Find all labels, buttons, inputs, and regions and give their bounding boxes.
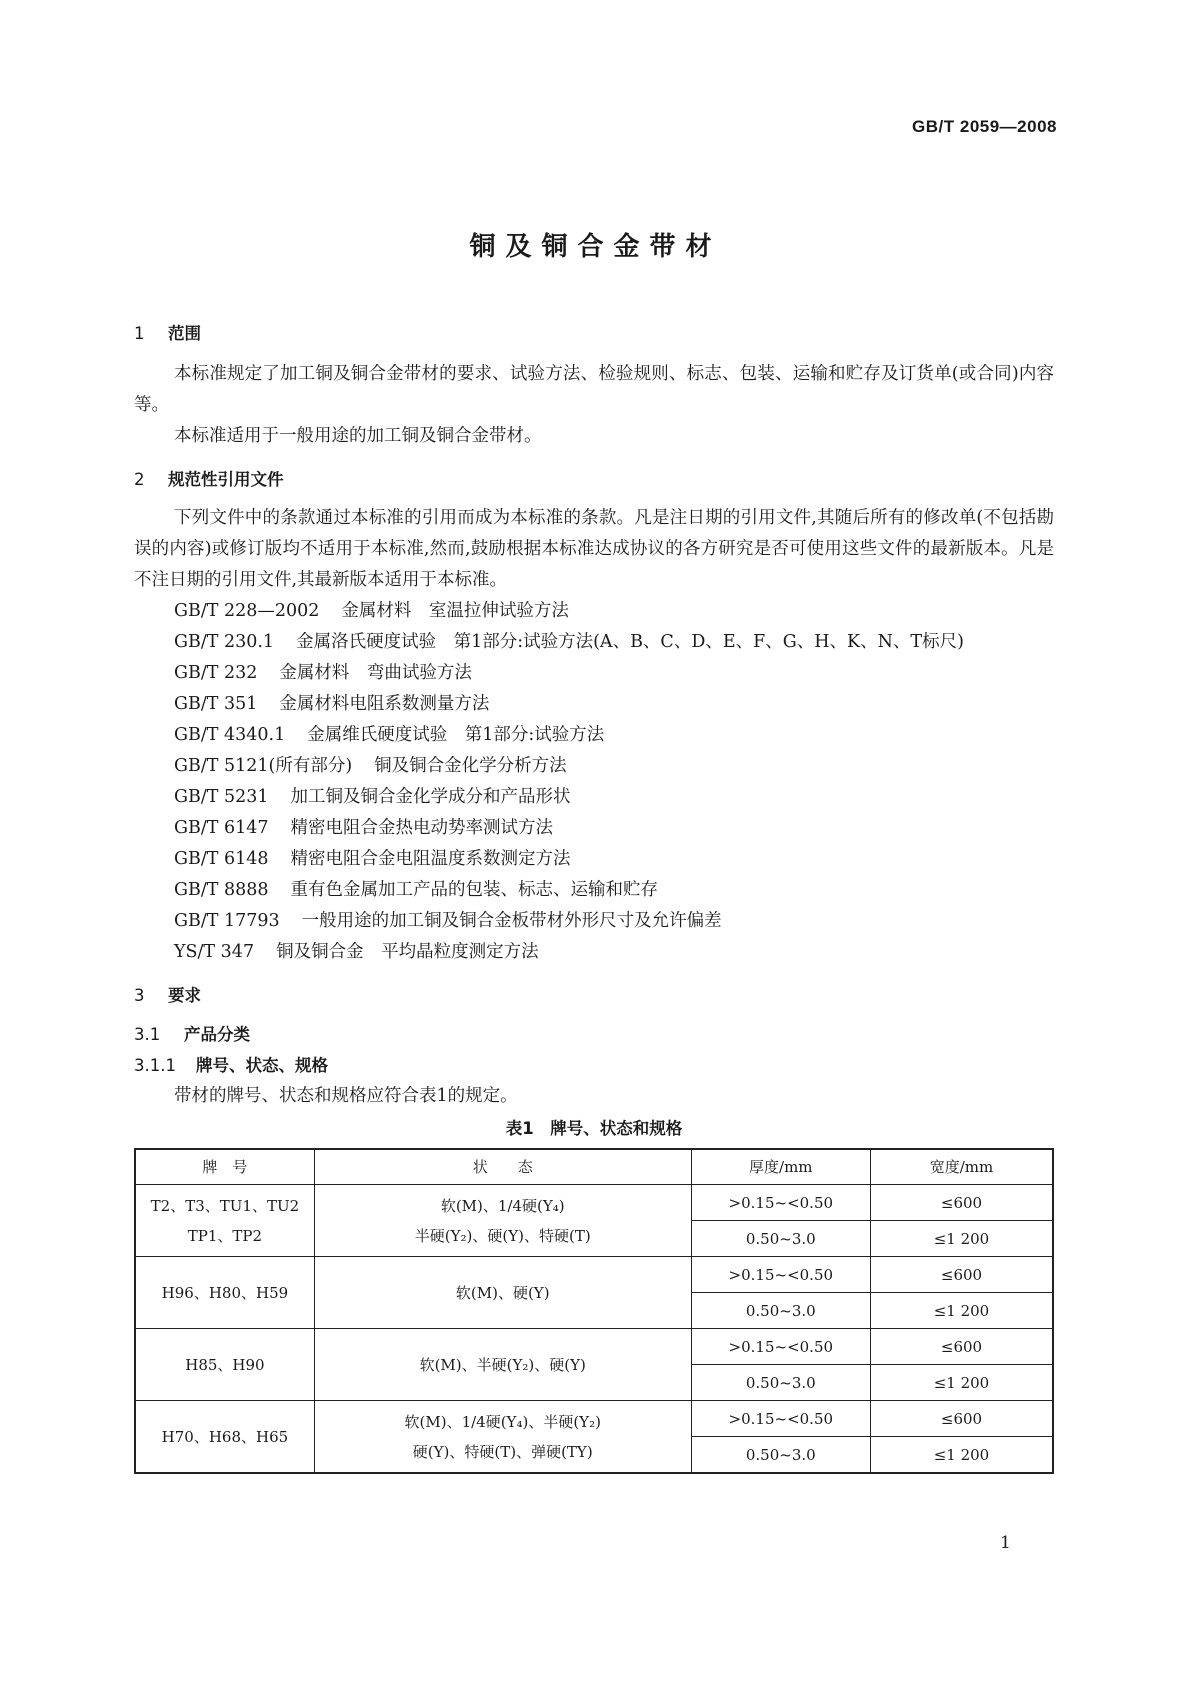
reference-title: 金属材料 弯曲试验方法 [279, 663, 472, 683]
reference-item [134, 813, 1054, 844]
state-line: 软(M)、1/4硬(Y₄)、半硬(Y₂) [404, 1412, 601, 1431]
state-cell [314, 1401, 691, 1474]
section-title: 范围 [168, 324, 201, 343]
section-title: 产品分类 [184, 1025, 250, 1044]
paragraph: 下列文件中的条款通过本标准的引用而成为本标准的条款。凡是注日期的引用文件,其随后所有的修改单(不包括勘误的内容)或修订版均不适用于本标准,然而,鼓励根据本标准达成协议的各方研究是否可使用这些文件的最新版本。凡是不注日期的引用文件,其最新版本适用于本标准。 [134, 508, 1054, 590]
reference-code: YS/T 347 [174, 942, 255, 962]
width-cell: ≤600 [870, 1329, 1053, 1365]
paragraph: 带材的牌号、状态和规格应符合表1的规定。 [174, 1086, 518, 1106]
reference-title: 金属材料 室温拉伸试验方法 [341, 601, 569, 621]
reference-item [134, 751, 1054, 782]
thickness-cell: 0.50~3.0 [691, 1293, 870, 1329]
section-1-heading [134, 318, 1054, 349]
document-body [134, 318, 1054, 1474]
reference-title: 铜及铜合金 平均晶粒度测定方法 [276, 942, 539, 962]
reference-title: 一般用途的加工铜及铜合金板带材外形尺寸及允许偏差 [301, 911, 722, 931]
reference-title: 金属维氏硬度试验 第1部分:试验方法 [307, 725, 605, 745]
section-number: 3.1.1 [134, 1056, 176, 1075]
section-number: 3.1 [134, 1025, 161, 1044]
section-number: 3 [134, 986, 145, 1005]
grade-line: H96、H80、H59 [161, 1283, 289, 1302]
reference-code: GB/T 5231 [174, 787, 269, 807]
width-cell: ≤1 200 [870, 1365, 1053, 1401]
reference-item [134, 720, 1054, 751]
section-title: 规范性引用文件 [168, 470, 284, 489]
reference-code: GB/T 17793 [174, 911, 280, 931]
reference-title: 精密电阻合金电阻温度系数测定方法 [290, 849, 571, 869]
table-row [135, 1257, 1053, 1293]
table-row [135, 1185, 1053, 1221]
state-cell [314, 1185, 691, 1257]
reference-item [134, 658, 1054, 689]
section-number: 2 [134, 470, 145, 489]
reference-item [134, 596, 1054, 627]
reference-code: GB/T 4340.1 [174, 725, 286, 745]
state-line: 硬(Y)、特硬(T)、弹硬(TY) [412, 1442, 593, 1461]
reference-title: 金属洛氏硬度试验 第1部分:试验方法(A、B、C、D、E、F、G、H、K、N、T标尺) [296, 632, 964, 652]
width-cell: ≤1 200 [870, 1437, 1053, 1474]
width-cell: ≤600 [870, 1185, 1053, 1221]
grade-cell [135, 1329, 314, 1401]
reference-title: 金属材料电阻系数测量方法 [279, 694, 490, 714]
section-title: 要求 [168, 986, 201, 1005]
thickness-cell: >0.15~<0.50 [691, 1257, 870, 1293]
state-line: 软(M)、硬(Y) [455, 1283, 550, 1302]
width-cell: ≤1 200 [870, 1293, 1053, 1329]
grade-line: H70、H68、H65 [161, 1427, 289, 1446]
reference-code: GB/T 6147 [174, 818, 269, 838]
reference-code: GB/T 8888 [174, 880, 269, 900]
thickness-cell: 0.50~3.0 [691, 1437, 870, 1474]
page-number: 1 [1000, 1533, 1011, 1553]
grade-line: T2、T3、TU1、TU2 [150, 1196, 300, 1215]
reference-code: GB/T 232 [174, 663, 258, 683]
grade-line: H85、H90 [185, 1355, 265, 1374]
grade-cell [135, 1185, 314, 1257]
column-header: 牌 号 [135, 1149, 314, 1185]
grade-cell [135, 1401, 314, 1474]
standard-code: GB/T 2059—2008 [912, 117, 1057, 136]
grade-cell [135, 1257, 314, 1329]
thickness-cell: >0.15~<0.50 [691, 1329, 870, 1365]
reference-item [134, 844, 1054, 875]
reference-code: GB/T 228—2002 [174, 601, 320, 621]
reference-item [134, 875, 1054, 906]
table-caption: 表1 牌号、状态和规格 [505, 1119, 683, 1138]
reference-item [134, 937, 1054, 968]
thickness-cell: >0.15~<0.50 [691, 1185, 870, 1221]
thickness-cell: >0.15~<0.50 [691, 1401, 870, 1437]
state-cell [314, 1257, 691, 1329]
thickness-cell: 0.50~3.0 [691, 1221, 870, 1257]
column-header: 宽度/mm [870, 1149, 1053, 1185]
table-row [135, 1401, 1053, 1437]
paragraph: 本标准规定了加工铜及铜合金带材的要求、试验方法、检验规则、标志、包装、运输和贮存及订货单(或合同)内容等。 [134, 364, 1054, 415]
thickness-cell: 0.50~3.0 [691, 1365, 870, 1401]
spec-table [134, 1148, 1054, 1474]
reference-code: GB/T 5121(所有部分) [174, 756, 353, 776]
reference-item [134, 627, 1054, 658]
width-cell: ≤600 [870, 1401, 1053, 1437]
section-title: 牌号、状态、规格 [196, 1056, 328, 1075]
column-header: 厚度/mm [691, 1149, 870, 1185]
reference-item [134, 689, 1054, 720]
reference-code: GB/T 230.1 [174, 632, 275, 652]
state-line: 半硬(Y₂)、硬(Y)、特硬(T) [414, 1226, 591, 1245]
reference-list [134, 596, 1054, 968]
table-header-row [135, 1149, 1053, 1185]
section-2-heading [134, 464, 1054, 495]
section-number: 1 [134, 324, 145, 343]
width-cell: ≤1 200 [870, 1221, 1053, 1257]
section-3-heading [134, 980, 1054, 1011]
subsection-3-1-heading [134, 1019, 1054, 1050]
subsection-3-1-1-heading [134, 1050, 1054, 1081]
width-cell: ≤600 [870, 1257, 1053, 1293]
reference-code: GB/T 6148 [174, 849, 269, 869]
table-row [135, 1329, 1053, 1365]
column-header: 状 态 [314, 1149, 691, 1185]
reference-title: 精密电阻合金热电动势率测试方法 [290, 818, 554, 838]
reference-item [134, 782, 1054, 813]
document-title: 铜及铜合金带材 [469, 232, 722, 262]
reference-title: 加工铜及铜合金化学成分和产品形状 [290, 787, 571, 807]
reference-title: 铜及铜合金化学分析方法 [374, 756, 567, 776]
paragraph: 本标准适用于一般用途的加工铜及铜合金带材。 [174, 426, 542, 446]
state-cell [314, 1329, 691, 1401]
state-line: 软(M)、1/4硬(Y₄) [440, 1196, 565, 1215]
grade-line: TP1、TP2 [187, 1226, 263, 1245]
reference-code: GB/T 351 [174, 694, 258, 714]
reference-title: 重有色金属加工产品的包装、标志、运输和贮存 [290, 880, 659, 900]
reference-item [134, 906, 1054, 937]
state-line: 软(M)、半硬(Y₂)、硬(Y) [419, 1355, 586, 1374]
